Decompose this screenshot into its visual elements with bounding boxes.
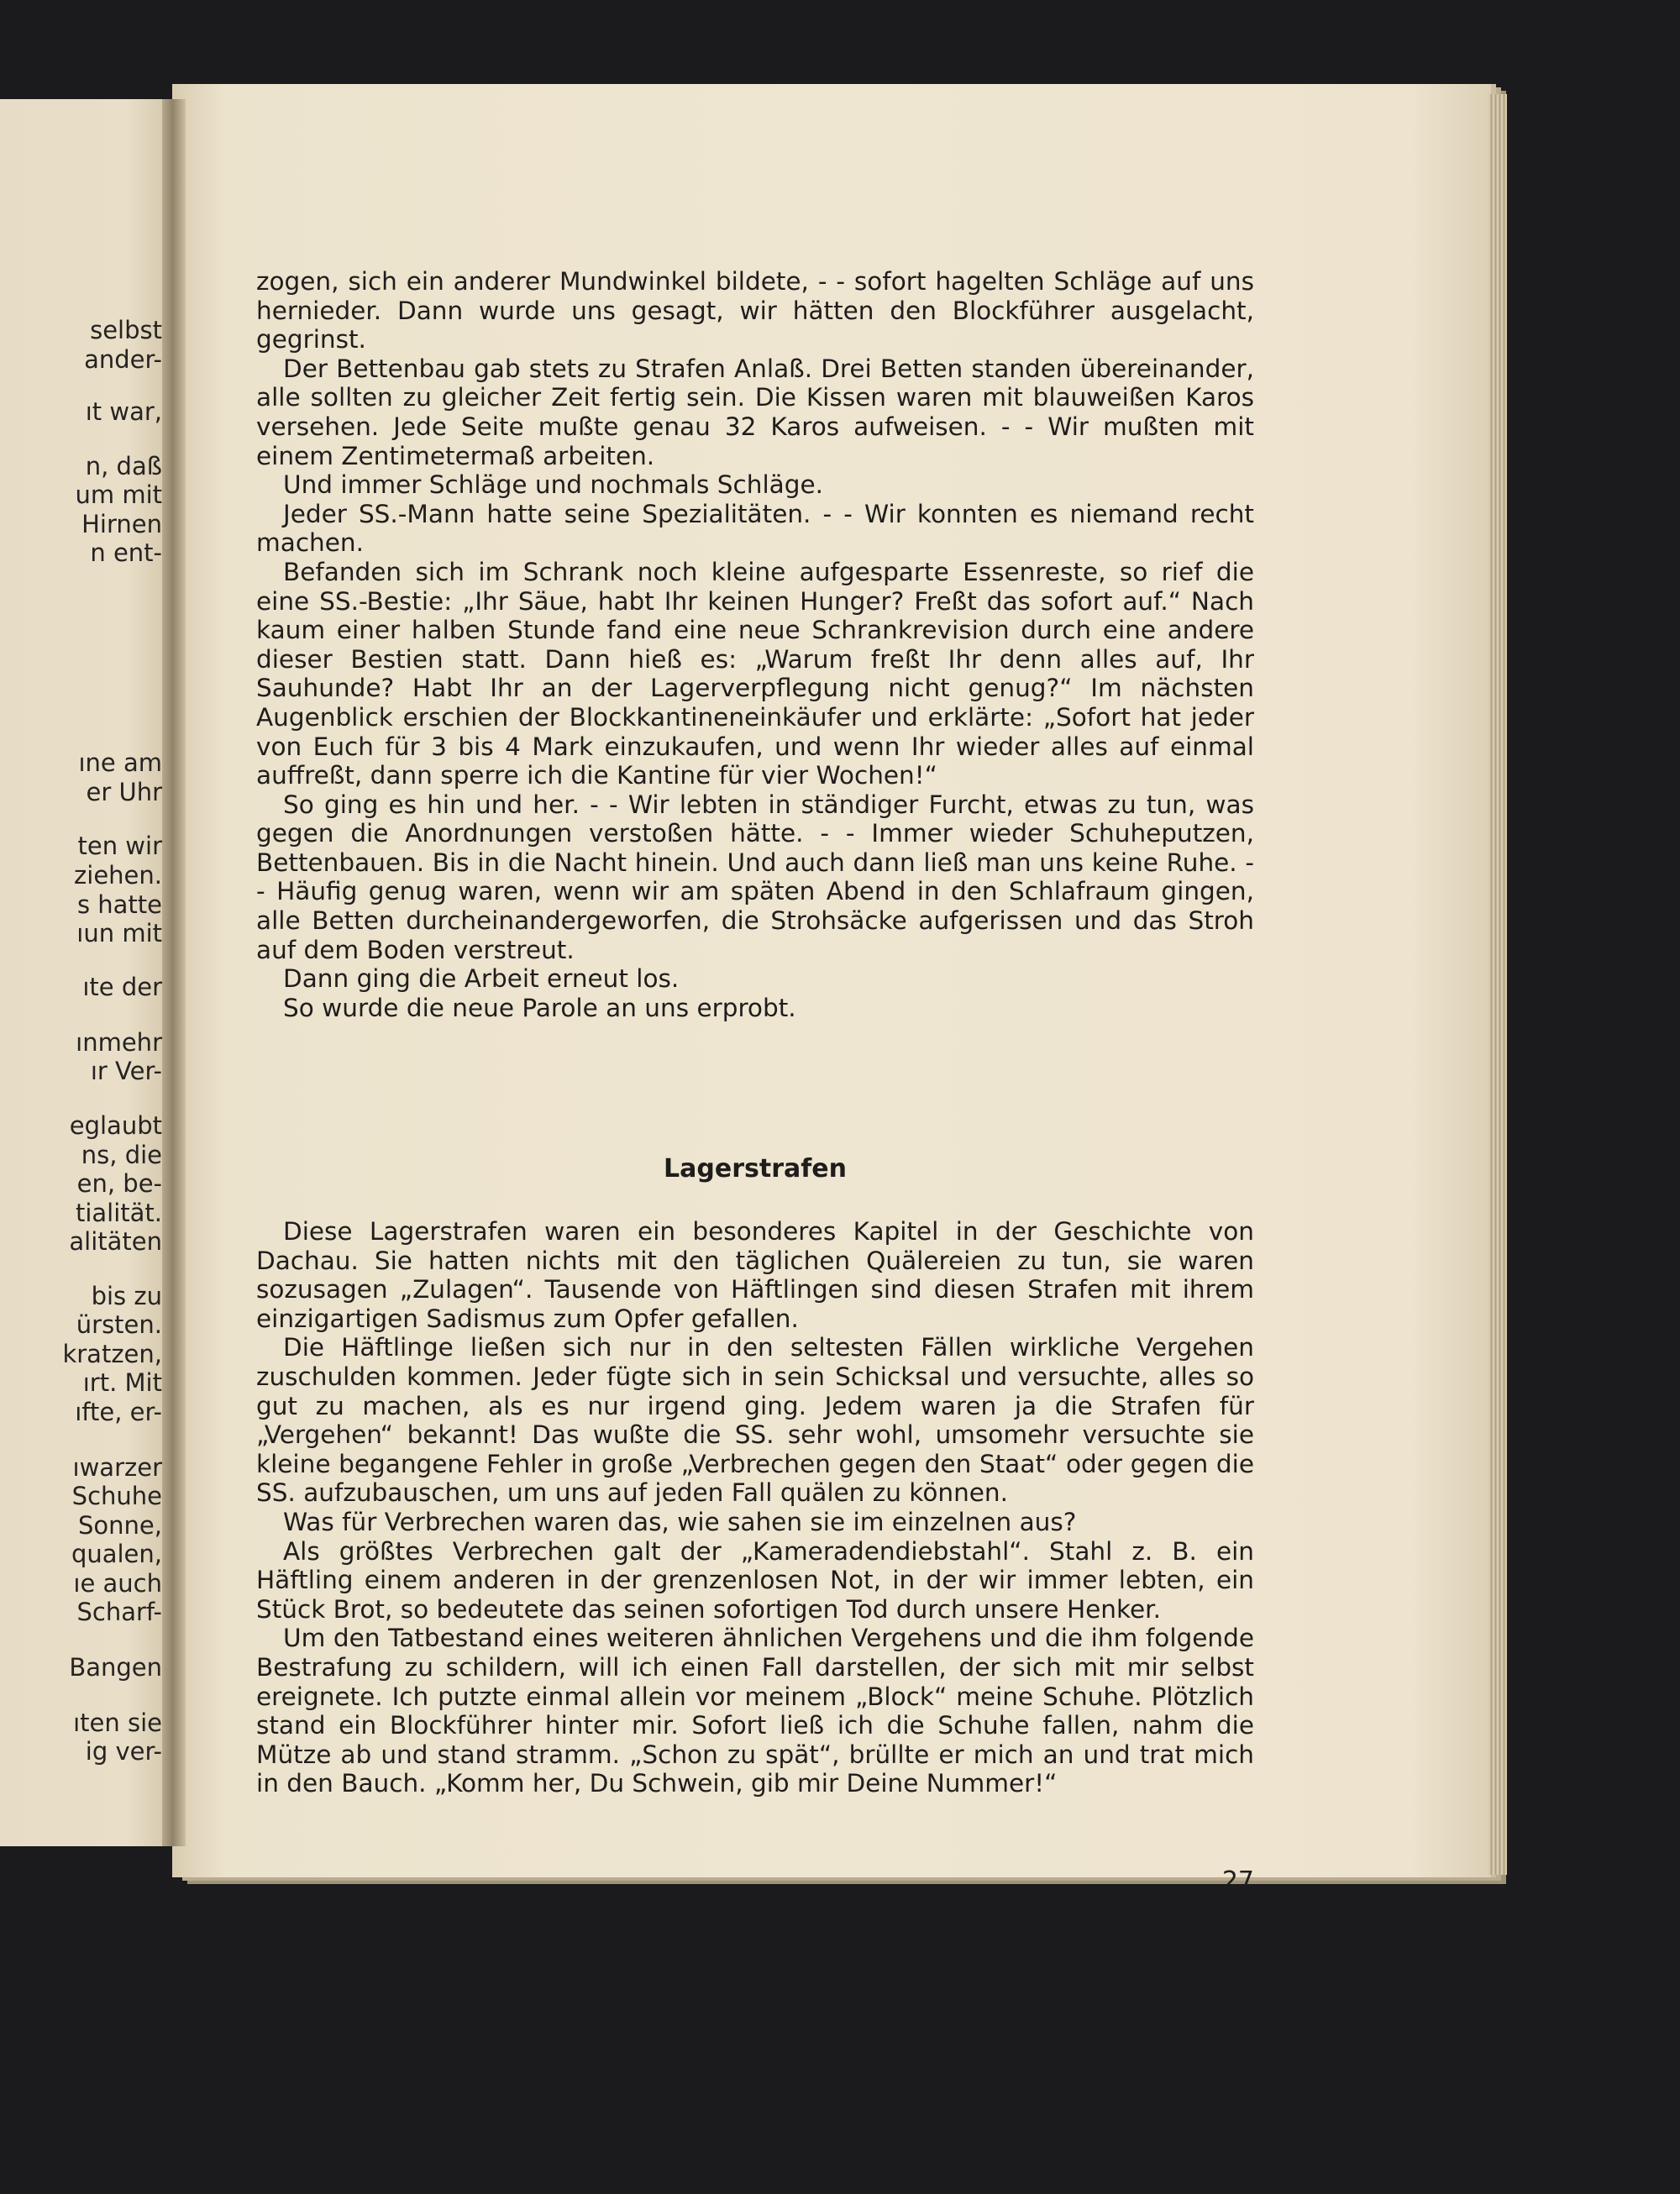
page-edges [1488,94,1507,1875]
left-line: eglaubt [69,1111,162,1140]
left-line: ander- [84,345,162,374]
left-line: um mit [75,480,162,509]
left-line: Schuhe [71,1482,162,1510]
left-line: ınmehr [76,1028,162,1057]
section-heading: Lagerstrafen [664,1154,847,1184]
paragraph: Um den Tatbestand eines weiteren ähnlichen Vergehens und die ihm folgende Bestrafung zu schildern, will ich einen Fall darstellen, der sich mit mir selbst ereignete. Ich putzte einmal allein vor meinem „Block“ meine Schuhe. Plötzlich stand ein Blockführer hinter mir. Sofort ließ ich die Schuhe fallen, nahm die Mütze ab und stand stramm. „Schon zu spät“, brüllte er mich an und trat mich in den Bauch. „Komm her, Du Schwein, gib mir Deine Nummer!“ [256,1624,1254,1798]
left-line: bis zu [91,1282,162,1310]
paragraph: Der Bettenbau gab stets zu Strafen Anlaß. Drei Betten standen übereinander, alle sollten zu gleicher Zeit fertig sein. Die Kissen waren mit blauweißen Karos versehen. Jede Seite mußte genau 32 Karos aufweisen. - - Wir mußten mit einem Zentimetermaß arbeiten. [256,354,1254,470]
left-line: ig ver- [85,1737,162,1766]
left-line: ten wir [77,832,162,860]
left-line: ıten sie [73,1708,162,1737]
paragraph: So wurde die neue Parole an uns erprobt. [283,993,796,1022]
paragraph: Befanden sich im Schrank noch kleine aufgesparte Essenreste, so rief die eine SS.-Bestie: „Ihr Säue, habt Ihr keinen Hunger? Freßt das sofort auf.“ Nach kaum einer halben Stunde fand eine neue Schrankrevision durch eine andere dieser Bestien statt. Dann hieß es: „Warum freßt Ihr denn alles auf, Ihr Sauhunde? Habt Ihr an der Lagerverpflegung nicht genug?“ Im nächsten Augenblick erschien der Blockkantineneinkäufer und erklärte: „Sofort hat jeder von Euch für 3 bis 4 Mark einzukaufen, und wenn Ihr wieder alles auf einmal auffreßt, dann sperre ich die Kantine für vier Wochen!“ [256,557,1254,790]
left-line: Hirnen [81,510,162,538]
left-line: Scharf- [76,1598,162,1626]
left-line: Bangen [69,1653,162,1682]
paragraph: Jeder SS.-Mann hatte seine Spezialitäten. - - Wir konnten es niemand recht machen. [256,499,1254,558]
left-line: tialität. [75,1199,162,1227]
left-line: Sonne, [78,1511,162,1540]
left-line: n, daß [85,452,162,480]
left-line: ziehen. [74,861,162,890]
left-line: ürsten. [76,1310,162,1339]
left-line: er Uhr [86,778,162,806]
paragraph: Was für Verbrechen waren das, wie sahen sie im einzelnen aus? [283,1507,1077,1536]
left-page [0,99,181,1846]
section-two-text [256,1217,1254,1798]
paragraph: Die Häftlinge ließen sich nur in den seltesten Fällen wirkliche Vergehen zuschulden kommen. Jeder fügte sich in sein Schicksal und versuchte, alles so gut zu machen, als es nur irgend ging. Jedem waren ja die Strafen für „Vergehen“ bekannt! Das wußte die SS. sehr wohl, umsomehr versuchte sie kleine begangene Fehler in große „Verbrechen gegen den Staat“ oder gegen die SS. aufzubauschen, um uns auf jeden Fall quälen zu können. [256,1333,1254,1508]
left-line: ns, die [81,1141,162,1169]
paragraph: Und immer Schläge und nochmals Schläge. [283,470,823,500]
paragraph: So ging es hin und her. - - Wir lebten in ständiger Furcht, etwas zu tun, was gegen die Anordnungen verstoßen hätte. - - Immer wieder Schuheputzen, Bettenbauen. Bis in die Nacht hinein. Und auch dann ließ man uns keine Ruhe. - - Häufig genug waren, wenn wir am späten Abend in den Schlafraum gingen, alle Betten durcheinandergeworfen, die Strohsäcke aufgerissen und das Stroh auf dem Boden verstreut. [256,790,1254,964]
left-line: ırt. Mit [82,1368,162,1397]
paragraph: Dann ging die Arbeit erneut los. [283,964,680,994]
book-gutter [162,99,186,1846]
left-line: ıwarzer [72,1453,162,1482]
left-line: s hatte [76,890,162,919]
left-line: en, be- [76,1169,162,1198]
left-line: ıte der [82,973,162,1001]
left-line: ıne am [78,748,162,777]
left-line: ıt war, [85,397,162,426]
left-line: ır Ver- [90,1057,162,1085]
page-number: 27 [1221,1866,1254,1896]
left-line: ıun mit [76,919,162,947]
left-line: alitäten [69,1227,162,1256]
left-line: ıe auch [73,1569,162,1598]
left-line: qualen, [71,1540,162,1568]
left-line: ıfte, er- [75,1398,162,1426]
left-line: kratzen, [62,1340,162,1368]
left-line: selbst [90,316,162,344]
section-one-text [256,267,1254,1022]
paragraph: Als größtes Verbrechen galt der „Kameradendiebstahl“. Stahl z. B. ein Häftling einem anderen in der grenzenlosen Not, in der wir immer lebten, ein Stück Brot, so bedeutete das seinen sofortigen Tod durch unsere Henker. [256,1536,1254,1624]
left-line: n ent- [90,538,162,567]
paragraph: Diese Lagerstrafen waren ein besonderes Kapitel in der Geschichte von Dachau. Sie hatten nichts mit den täglichen Quälereien zu tun, sie waren sozusagen „Zulagen“. Tausende von Häftlingen sind diesen Strafen mit ihrem einzigartigen Sadismus zum Opfer gefallen. [256,1217,1254,1333]
paragraph: zogen, sich ein anderer Mundwinkel bildete, - - sofort hagelten Schläge auf uns hernieder. Dann wurde uns gesagt, wir hätten den Blockführer ausgelacht, gegrinst. [256,267,1254,354]
